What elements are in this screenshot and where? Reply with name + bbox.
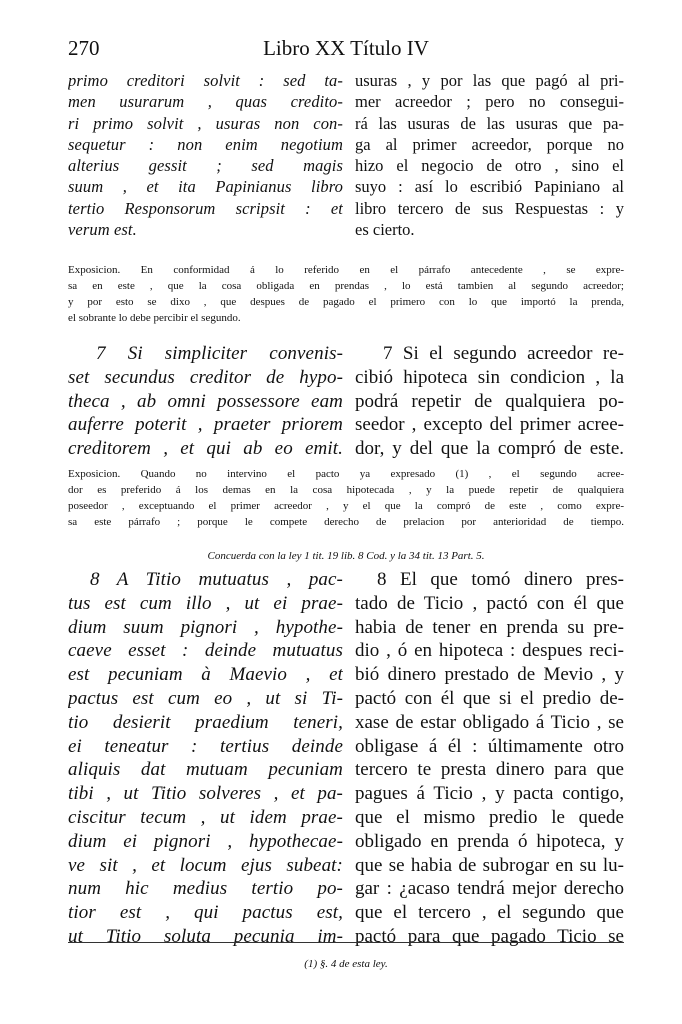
commentary-line: sa en este , que la cosa obligada en prendas , lo está tambien al segundo acreedor; [68,280,624,292]
latin-line: verum est. [68,220,137,240]
spanish-line: xase de estar obligado á Ticio , se [355,711,624,733]
commentary-line: Exposicion. En conformidad á lo referido en el párrafo antecedente , se expre- [68,264,624,276]
spanish-line: pactó con él que si el predio de- [355,687,624,709]
running-head: Libro XX Título IV [263,36,429,60]
spanish-line: que el mismo predio le quede [355,806,624,828]
spanish-line: tado de Ticio , pactó con él que [355,592,624,614]
spanish-line: libro tercero de sus Respuestas : y [355,198,624,218]
latin-line: creditorem , et qui ab eo emit. [68,438,343,460]
latin-line: set secundus creditor de hypo- [68,366,343,388]
spanish-line: pactó para que pagado Ticio se [355,925,624,947]
commentary-line: sa este párrafo ; porque le compete derecho de prelacion por anterioridad de tiempo. [68,516,624,528]
latin-column [68,70,343,240]
latin-line: ri primo solvit , usuras non con- [68,113,343,133]
latin-line: tus est cum illo , ut ei prae- [68,592,343,614]
spanish-line: gar : ¿acaso tendrá mejor derecho [355,878,624,900]
spanish-line: ga al primer acreedor, porque no [355,134,624,154]
commentary-line: poseedor , exceptuando el primer acreedor , y el que la compró de este , como expre- [68,500,624,512]
spanish-line: podrá repetir de qualquiera po- [355,390,624,412]
spanish-line: 8 El que tomó dinero pres- [377,569,624,590]
spanish-column [355,568,624,949]
latin-line: ut Titio soluta pecunia im- [68,925,343,947]
page-number: 270 [68,36,100,60]
spanish-line: que el tercero , el segundo que [355,902,624,924]
latin-column [68,568,343,949]
spanish-line: pagues á Ticio , y pacta contigo, [355,783,624,805]
spanish-line: dor, y del que la compró de este. [355,438,624,460]
latin-line: primo creditori solvit : sed ta- [68,71,343,90]
latin-line: tertio Responsorum scripsit : et [68,198,343,218]
spanish-line: cibió hipoteca sin condicion , la [355,366,624,388]
latin-line: ciscitur tecum , ut idem prae- [68,806,343,828]
latin-line: ei teneatur : tertius deinde [68,735,343,757]
spanish-line: dio , ó en hipoteca : despues reci- [355,640,624,662]
footnote: (1) §. 4 de esta ley. [304,958,388,970]
latin-line: aliquis dat mutuam pecuniam [68,759,343,781]
latin-line: tio desierit praedium teneri, [68,711,343,733]
latin-line: theca , ab omni possessore eam [68,390,343,412]
spanish-line: suyo : así lo escribió Papiniano al [355,177,624,197]
page-header [68,36,624,68]
latin-line: 8 A Titio mutuatus , pac- [90,569,343,590]
spanish-line: es cierto. [355,220,415,240]
exposicion-2 [68,466,624,530]
spanish-line: hizo el negocio de otro , sino el [355,156,624,176]
latin-line: dium suum pignori , hypothe- [68,616,343,638]
spanish-line: seedor , excepto del primer acree- [355,414,624,436]
latin-line: dium ei pignori , hypothecae- [68,830,343,852]
latin-column [68,342,343,461]
latin-line: auferre poterit , praeter priorem [68,414,343,436]
latin-line: num hic medius tertio po- [68,878,343,900]
latin-line: est pecuniam à Maevio , et [68,664,343,686]
latin-line: 7 Si simpliciter convenis- [96,343,343,364]
spanish-line: usuras , y por las que pagó al pri- [355,71,624,90]
spanish-line: mer acreedor ; pero no consegui- [355,92,624,112]
spanish-line: 7 Si el segundo acreedor re- [383,343,624,364]
latin-line: tior est , qui pactus est, [68,902,343,924]
spanish-line: habia de tener en prenda su pre- [355,616,624,638]
latin-line: caeve esset : deinde mutuatus [68,640,343,662]
spanish-column [355,342,624,461]
spanish-column [355,70,624,240]
spanish-line: que se habia de subrogar en su lu- [355,854,624,876]
latin-line: tibi , ut Titio solveres , et pa- [68,783,343,805]
latin-line: pactus est cum eo , ut si Ti- [68,687,343,709]
commentary-line: y por esto se dixo , que despues de pagado el primero con lo que importó la prenda, [68,296,624,308]
latin-line: men usurarum , quas credito- [68,92,343,112]
concordance-note: Concuerda con la ley 1 tit. 19 lib. 8 Cod. y la 34 tit. 13 Part. 5. [207,550,485,562]
spanish-line: rá las usuras de las usuras que pa- [355,113,624,133]
spanish-line: obligado en prenda ó hipoteca, y [355,830,624,852]
latin-line: suum , et ita Papinianus libro [68,177,343,197]
commentary-line: dor es preferido á los demas en la cosa hipotecada , y la puede repetir de qualquiera [68,484,624,496]
latin-line: alterius gessit ; sed magis [68,156,343,176]
footnote-divider [68,942,624,943]
commentary-line: Exposicion. Quando no intervino el pacto ya expresado (1) , el segundo acree- [68,468,624,480]
exposicion-1 [68,262,624,326]
commentary-line: el sobrante lo debe percibir el segundo. [68,312,241,324]
latin-line: ve sit , et locum ejus subeat: [68,854,343,876]
spanish-line: obligase á él : últimamente otro [355,735,624,757]
latin-line: sequetur : non enim negotium [68,134,343,154]
spanish-line: tercero te presta dinero para que [355,759,624,781]
spanish-line: bió dinero prestado de Mevio , y [355,664,624,686]
